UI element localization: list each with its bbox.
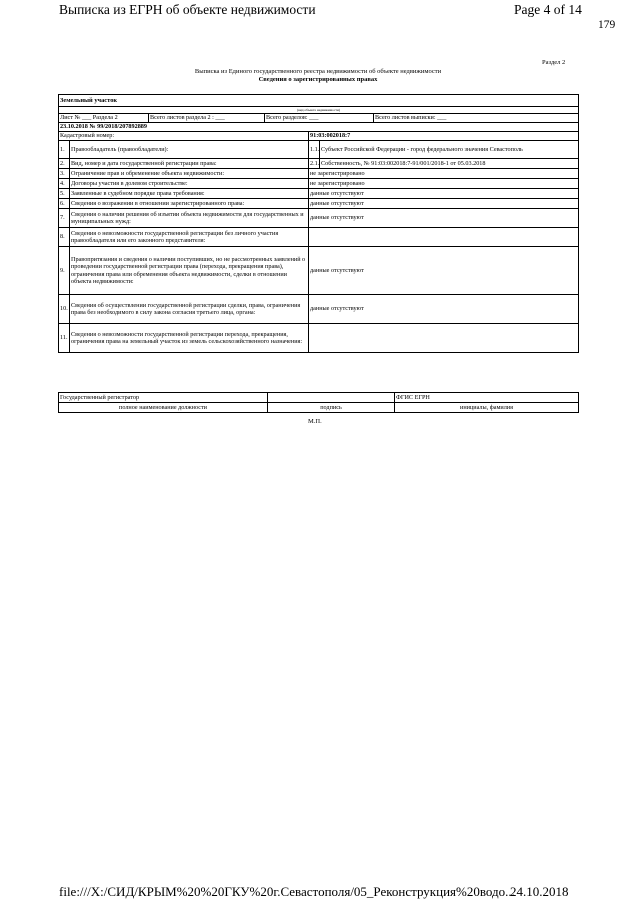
row-number: 3. [59, 169, 70, 179]
object-type-caption: (вид объекта недвижимости) [59, 107, 579, 114]
row-label: Сведения о невозможности государственной регистрации без личного участия правообладателя или его законного представителя: [70, 228, 309, 247]
extract-date-number: 23.10.2018 № 99/2018/207892889 [59, 123, 579, 132]
row-subnumber: 1.1. [309, 141, 320, 159]
stamp-place: М.П. [308, 418, 322, 425]
table-row [59, 199, 579, 209]
row-label: Сведения о наличии решения об изъятии объекта недвижимости для государственных и муниципальных нужд: [70, 209, 309, 228]
registrar-signature [268, 393, 395, 403]
sections-total: Всего разделов: ___ [265, 114, 374, 123]
table-row [59, 324, 579, 353]
table-row [59, 247, 579, 295]
print-footer-date: 24.10.2018 [510, 884, 569, 899]
row-value: данные отсутствуют [309, 209, 579, 228]
row-label: Правообладатель (правообладатели): [70, 141, 309, 159]
doc-subtitle: Сведения о зарегистрированных правах [258, 76, 378, 83]
row-value: данные отсутствуют [309, 189, 579, 199]
row-value: данные отсутствуют [309, 247, 579, 295]
section-label: Раздел 2 [542, 59, 566, 66]
print-header-title: Выписка из ЕГРН об объекте недвижимости [59, 2, 316, 17]
row-value: не зарегистрировано [309, 179, 579, 189]
row-number: 6. [59, 199, 70, 209]
registrar-table [58, 392, 579, 413]
row-number: 2. [59, 159, 70, 169]
table-row [59, 169, 579, 179]
caption-signature: подпись [268, 403, 395, 413]
row-subnumber: 2.1. [310, 159, 320, 167]
row-number: 9. [59, 247, 70, 295]
table-row [59, 141, 579, 159]
row-value: данные отсутствуют [309, 295, 579, 324]
row-number: 11. [59, 324, 70, 353]
rights-table [58, 94, 579, 353]
sheets-in-section: Всего листов раздела 2 : ___ [149, 114, 265, 123]
row-label: Заявленные в судебном порядке права требования: [70, 189, 309, 199]
row-number: 10. [59, 295, 70, 324]
table-row [59, 159, 579, 169]
caption-position: полное наименование должности [59, 403, 268, 413]
row-label: Договоры участия в долевом строительстве: [70, 179, 309, 189]
row-label: Вид, номер и дата государственной регистрации права: [70, 159, 309, 169]
row-value: Собственность, № 91:03:002018:7-91/001/2018-1 от 05.03.2018 [320, 159, 579, 169]
row-number: 4. [59, 179, 70, 189]
row-label: Сведения об осуществлении государственной регистрации сделки, права, ограничения права без необходимого в силу закона согласия третьего лица, органа: [70, 295, 309, 324]
table-row [59, 209, 579, 228]
registrar-name: ФГИС ЕГРН [395, 393, 579, 403]
caption-name: инициалы, фамилия [395, 403, 579, 413]
cadastral-number-value: 91:03:002018:7 [309, 132, 579, 141]
row-number: 1. [59, 141, 70, 159]
row-label: Сведения о возражении в отношении зарегистрированного права: [70, 199, 309, 209]
print-footer-url: file:///X:/СИД/КРЫМ%20%20ГКУ%20г.Севастополя/05_Реконструкция%20водо... [59, 884, 515, 899]
table-row [59, 228, 579, 247]
cadastral-number-label: Кадастровый номер: [59, 132, 309, 141]
row-number: 5. [59, 189, 70, 199]
row-value: не зарегистрировано [309, 169, 579, 179]
object-type: Земельный участок [59, 95, 579, 107]
doc-title: Выписка из Единого государственного реестра недвижимости об объекте недвижимости [194, 68, 442, 75]
sheet-number: 179 [598, 19, 616, 31]
sheets-total: Всего листов выписки: ___ [374, 114, 579, 123]
table-row [59, 179, 579, 189]
row-value [309, 324, 579, 353]
row-label: Сведения о невозможности государственной регистрации перехода, прекращения, ограничения права на земельный участок из земель сельскохозяйственного назначения: [70, 324, 309, 353]
row-value: данные отсутствуют [309, 199, 579, 209]
table-row [59, 189, 579, 199]
row-label: Правопритязания и сведения о наличии поступивших, но не рассмотренных заявлений о проведении государственной регистрации права (перехода, прекращения права), ограничения права или обременения объекта недвижимости, сделки в отношении объекта недвижимости: [70, 247, 309, 295]
row-value [309, 228, 579, 247]
sheet-number-field: Лист № ___ Раздела 2 [59, 114, 149, 123]
print-header-page: Page 4 of 14 [514, 2, 582, 17]
row-number: 8. [59, 228, 70, 247]
registrar-position: Государственный регистратор [59, 393, 268, 403]
table-row [59, 295, 579, 324]
row-label: Ограничение прав и обременение объекта недвижимости: [70, 169, 309, 179]
row-number: 7. [59, 209, 70, 228]
row-value: Субъект Российской Федерации - город федерального значения Севастополь [320, 141, 579, 159]
